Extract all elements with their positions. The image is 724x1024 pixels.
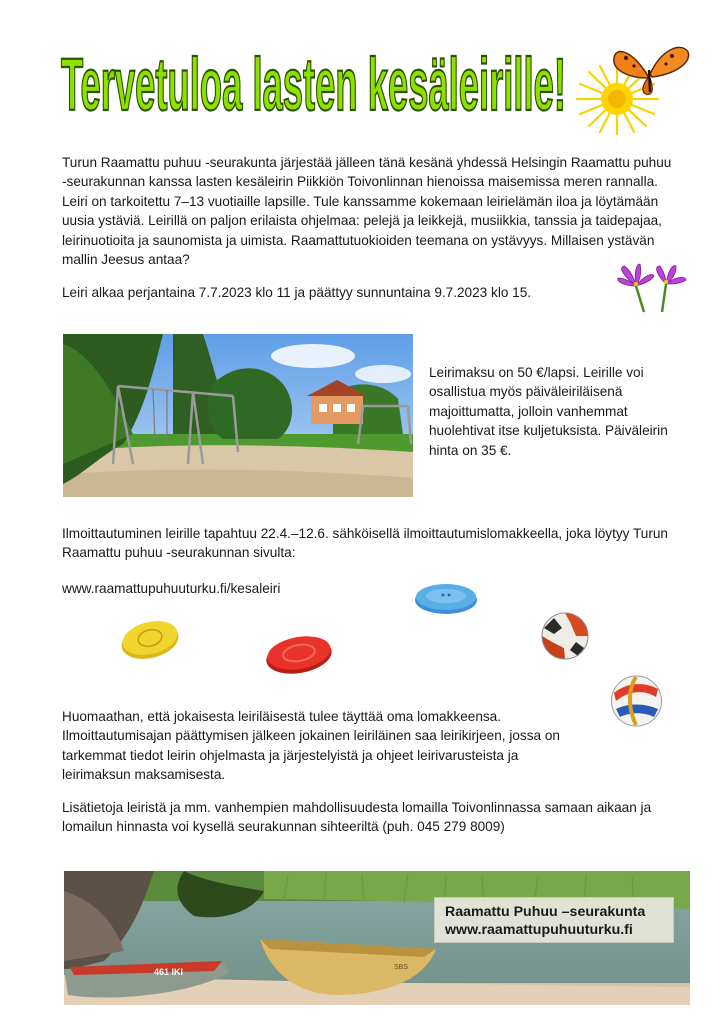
note-paragraph: Huomaathan, että jokaisesta leiriläisestä tulee täyttää oma lomakkeensa. Ilmoittautumisajan päättymisen jälkeen jokainen leiriläinen saa leirikirjeen, jossa on tarkemmat tiedot leirin ohjelmasta ja järjestelyistä ja ohjeet leirivarusteista ja leirimaksun maksamisesta. (62, 709, 560, 783)
boat-label: 461 IKI (154, 967, 184, 977)
page-title (55, 40, 575, 125)
info-paragraph: Lisätietoja leiristä ja mm. vanhempien mahdollisuudesta lomailla Toivonlinnassa samaan aikaan ja lomailun hinnasta voi kysellä seurakunnan sihteeriltä (puh. 045 279 8009) (62, 800, 652, 835)
frisbee-icon (413, 582, 479, 616)
svg-text:SBS: SBS (394, 964, 409, 971)
ball-icon (540, 612, 590, 660)
butterfly-icon (612, 44, 690, 98)
price-text: Leirimaksu on 50 €/lapsi. Leirille voi osallistua myös päiväleiriläisenä majoittumatta, jolloin vanhemmat huolehtivat itse kuljetuksista. Päiväleirin hinta on 35 €. (429, 365, 668, 458)
title-text: Tervetuloa lasten kesäleirille! (61, 43, 566, 125)
registration-link[interactable]: www.raamattupuhuuturku.fi/kesaleiri (62, 581, 281, 596)
ball-icon (610, 675, 663, 727)
footer-org-name: Raamattu Puhuu –seurakunta (445, 904, 646, 920)
registration-text: Ilmoittautuminen leirille tapahtuu 22.4.–12.6. sähköisellä ilmoittautumislomakkeella, joka löytyy Turun Raamattu puhuu -seurakunnan sivulta: (62, 526, 668, 561)
intro-paragraph: Turun Raamattu puhuu -seurakunta järjestää jälleen tänä kesänä yhdessä Helsingin Raamattu puhuu -seurakunnan kanssa lasten kesäleirin Piikkiön Toivonlinnan hienoissa maisemissa meren rannalla. Leiri on tarkoitettu 7–13 vuotiaille lapsille. Tule kanssamme kokemaan leirielämän iloa ja löytämään uusia ystäviä. Leirillä on paljon erilaista ohjelmaa: pelejä ja leikkejä, musiikkia, tanssia ja taidepajaa, leirinuotioita ja saunomista ja uimista. Raamattutuokioiden teemana on ystävyys. Millaisen ystävän mallin Jeesus antaa? (62, 155, 672, 268)
footer-website[interactable]: www.raamattupuhuuturku.fi (445, 922, 633, 938)
frisbee-icon (119, 618, 181, 660)
dates-text: Leiri alkaa perjantaina 7.7.2023 klo 11 ja päättyy sunnuntaina 9.7.2023 klo 15. (62, 285, 532, 300)
crocus-icon (614, 262, 690, 314)
playground-photo (63, 334, 413, 497)
footer-contact-box (434, 897, 674, 943)
frisbee-icon (264, 632, 334, 676)
